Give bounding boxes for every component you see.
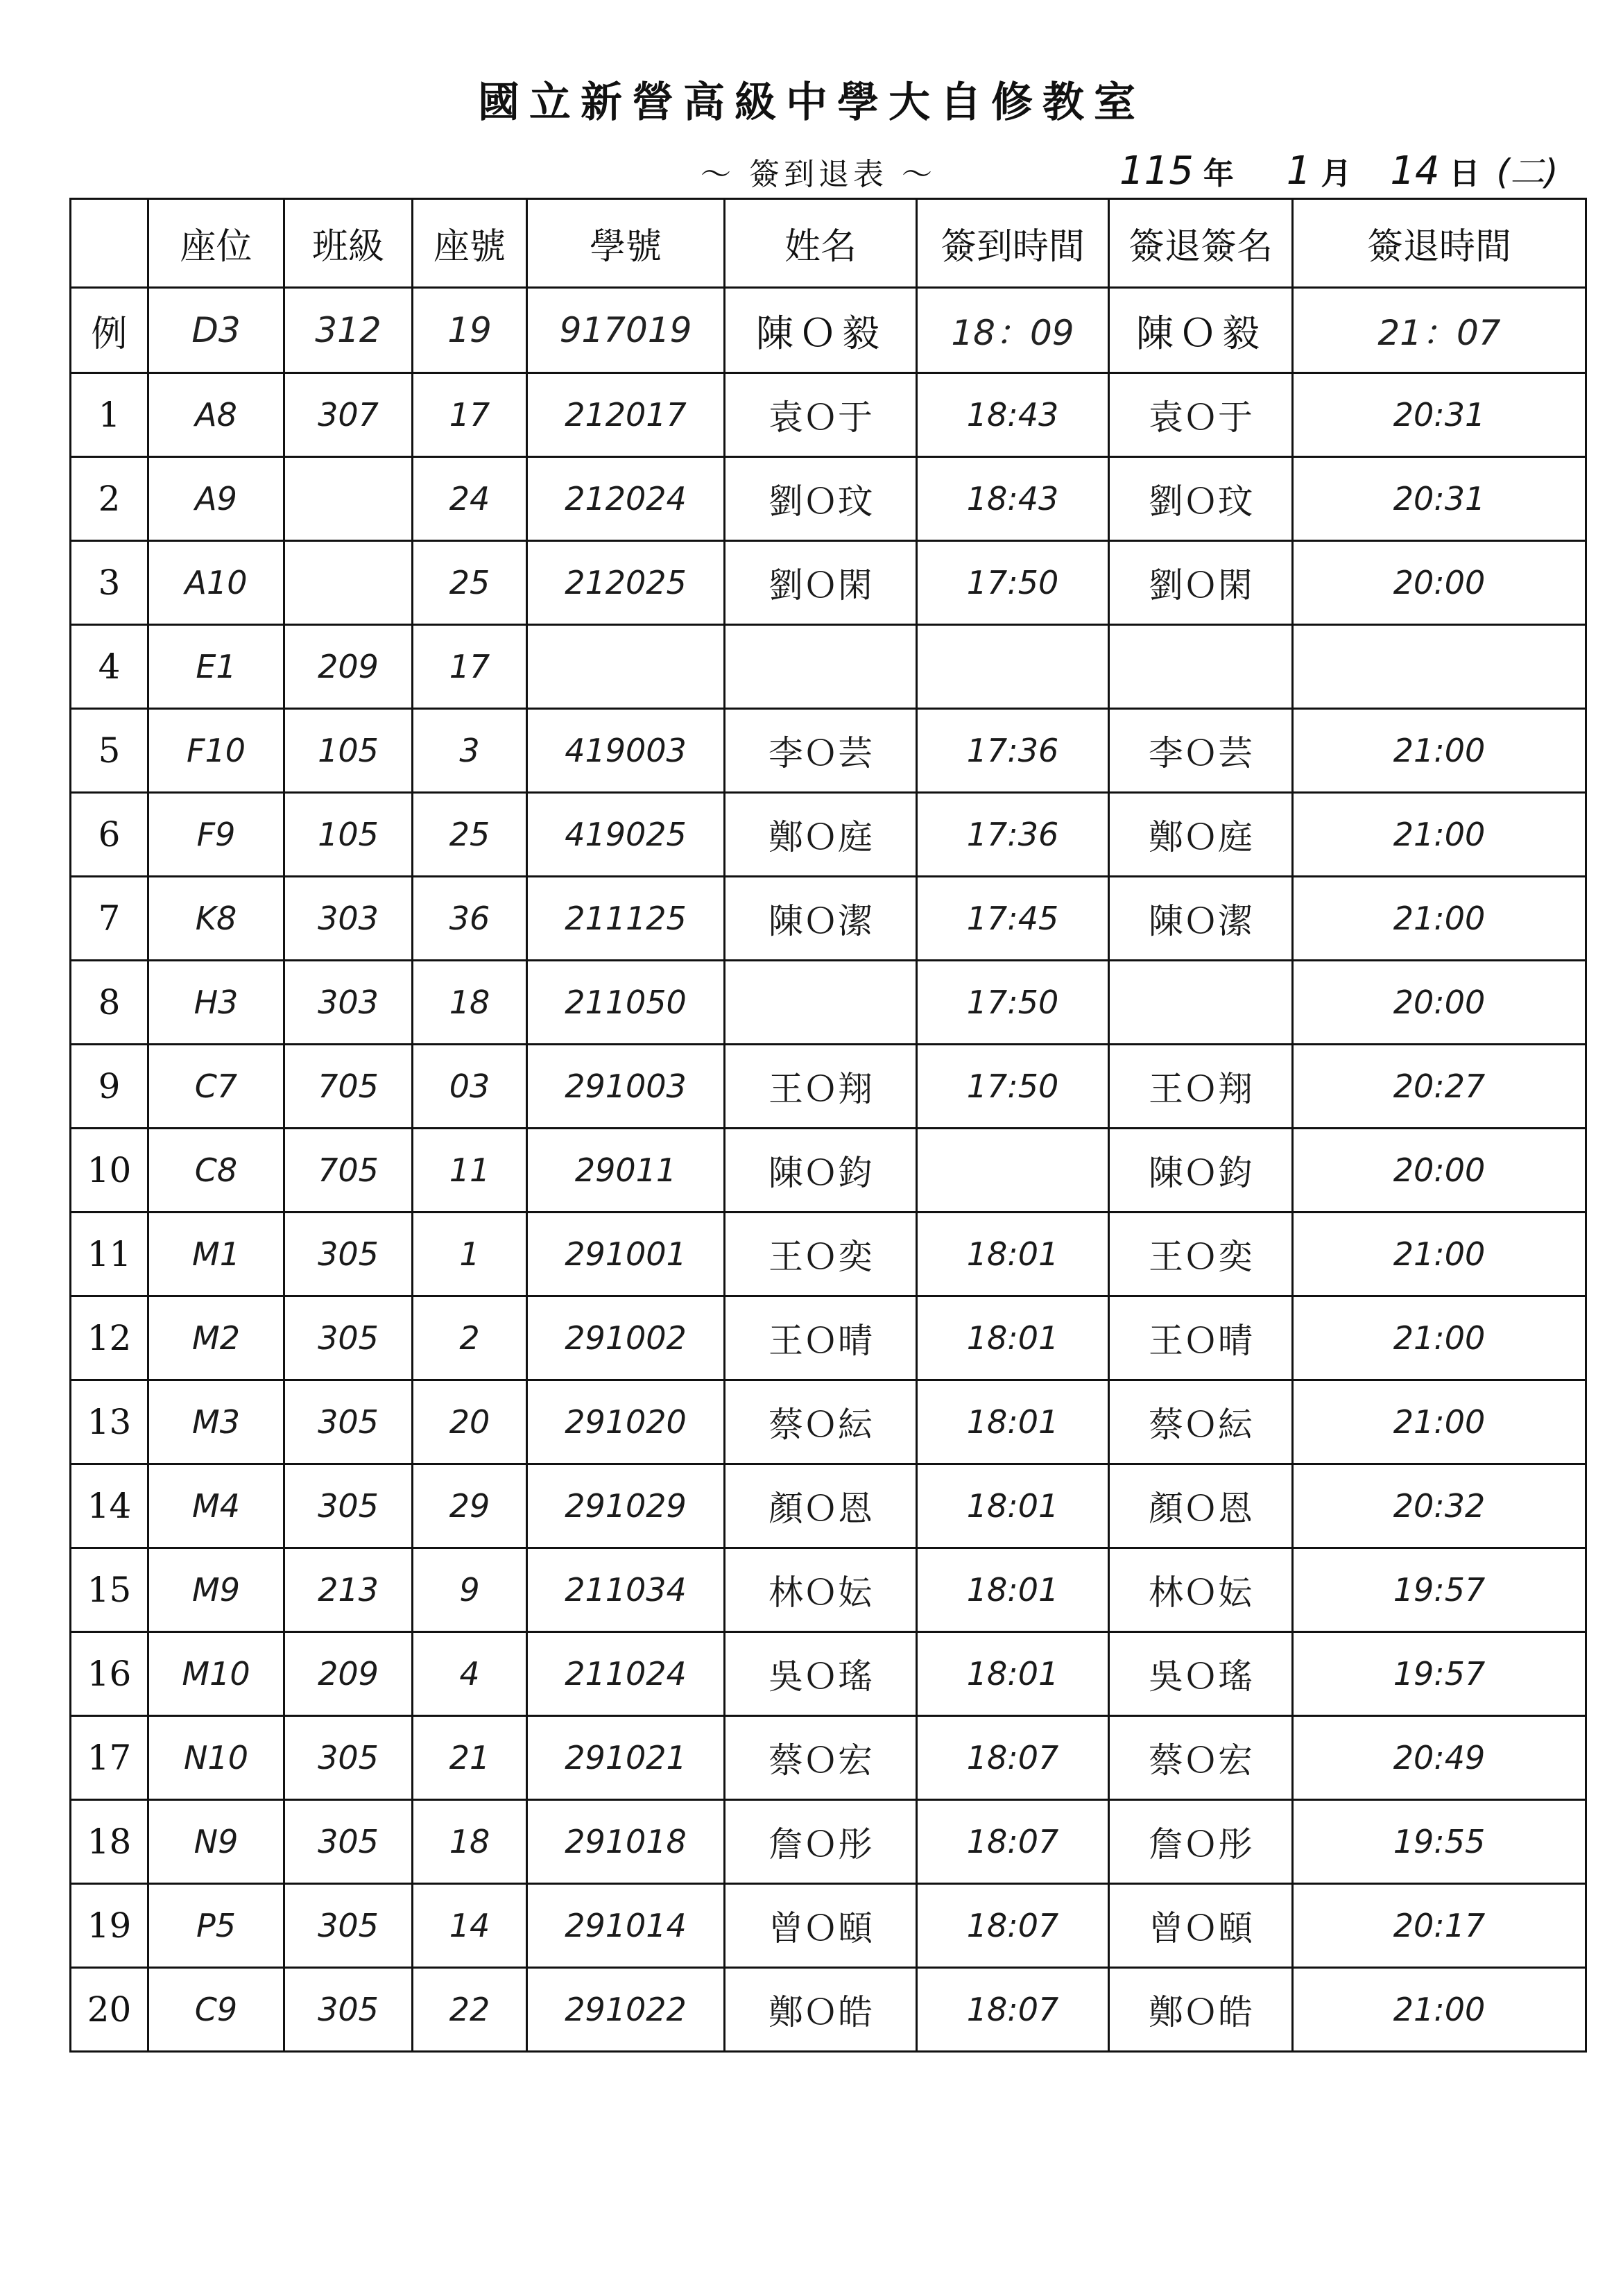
name-signature-cell: 鄭Ｏ庭 <box>725 793 917 877</box>
checkin-time-cell: 18:01 <box>917 1213 1109 1296</box>
checkout-time-cell: 21:00 <box>1293 1213 1586 1296</box>
checkout-time-cell: 19:55 <box>1293 1800 1586 1884</box>
checkout-time-cell: 20:17 <box>1293 1884 1586 1968</box>
class-cell: 305 <box>284 1380 413 1464</box>
table-row <box>71 625 1586 709</box>
name-signature-cell: 蔡Ｏ紜 <box>725 1380 917 1464</box>
seat-no-cell: 14 <box>413 1884 527 1968</box>
form-date <box>1110 144 1558 194</box>
student-id-cell <box>527 625 725 709</box>
seat-cell: M9 <box>148 1548 284 1632</box>
sign-in-table <box>69 198 1587 2053</box>
date-month: 1 <box>1286 148 1312 194</box>
row-number: 3 <box>71 541 148 625</box>
seat-no-cell: 18 <box>413 1800 527 1884</box>
seat-no-cell: 2 <box>413 1296 527 1380</box>
checkout-time-cell: 21:00 <box>1293 1968 1586 2052</box>
seat-cell: M2 <box>148 1296 284 1380</box>
name-signature-cell: 曾Ｏ頤 <box>725 1884 917 1968</box>
header-seat: 座位 <box>148 199 284 288</box>
checkout-signature-cell: 詹Ｏ彤 <box>1109 1800 1293 1884</box>
student-id-cell: 211125 <box>527 877 725 961</box>
student-id-cell: 419003 <box>527 709 725 793</box>
seat-no-cell: 21 <box>413 1716 527 1800</box>
student-id-cell: 291002 <box>527 1296 725 1380</box>
checkin-time-cell: 17:50 <box>917 541 1109 625</box>
table-row <box>71 1884 1586 1968</box>
checkout-time-cell: 21:00 <box>1293 1296 1586 1380</box>
student-id-cell: 211024 <box>527 1632 725 1716</box>
name-signature-cell <box>725 961 917 1045</box>
seat-cell: M1 <box>148 1213 284 1296</box>
table-row <box>71 1464 1586 1548</box>
seat-cell: A8 <box>148 373 284 457</box>
checkout-time-cell: 19:57 <box>1293 1632 1586 1716</box>
checkout-signature-cell: 李Ｏ芸 <box>1109 709 1293 793</box>
checkin-time-cell: 17:36 <box>917 709 1109 793</box>
checkin-time-cell: 17:50 <box>917 961 1109 1045</box>
example-student-id: 917019 <box>527 288 725 373</box>
table-row <box>71 541 1586 625</box>
name-signature-cell: 袁Ｏ于 <box>725 373 917 457</box>
student-id-cell: 419025 <box>527 793 725 877</box>
class-cell: 105 <box>284 793 413 877</box>
class-cell: 305 <box>284 1296 413 1380</box>
table-row <box>71 1632 1586 1716</box>
form-subtitle: ～ 簽到退表 ～ <box>701 157 936 192</box>
name-signature-cell: 王Ｏ翔 <box>725 1045 917 1129</box>
checkout-signature-cell: 鄭Ｏ庭 <box>1109 793 1293 877</box>
checkout-signature-cell: 顏Ｏ恩 <box>1109 1464 1293 1548</box>
seat-cell: C9 <box>148 1968 284 2052</box>
checkout-time-cell: 20:00 <box>1293 961 1586 1045</box>
name-signature-cell: 劉Ｏ玟 <box>725 457 917 541</box>
student-id-cell: 212025 <box>527 541 725 625</box>
form-title: 國立新營高級中學大自修教室 <box>478 78 1145 127</box>
class-cell: 105 <box>284 709 413 793</box>
checkout-time-cell: 21:00 <box>1293 1380 1586 1464</box>
seat-no-cell: 9 <box>413 1548 527 1632</box>
checkout-signature-cell: 陳Ｏ潔 <box>1109 877 1293 961</box>
table-row <box>71 1968 1586 2052</box>
seat-cell: F9 <box>148 793 284 877</box>
checkin-time-cell: 17:36 <box>917 793 1109 877</box>
row-number: 1 <box>71 373 148 457</box>
student-id-cell: 291018 <box>527 1800 725 1884</box>
class-cell: 303 <box>284 877 413 961</box>
checkin-time-cell: 18:01 <box>917 1296 1109 1380</box>
seat-no-cell: 22 <box>413 1968 527 2052</box>
checkout-signature-cell: 鄭Ｏ皓 <box>1109 1968 1293 2052</box>
row-number: 4 <box>71 625 148 709</box>
checkin-time-cell: 18:43 <box>917 373 1109 457</box>
checkout-time-cell: 20:31 <box>1293 457 1586 541</box>
table-row <box>71 793 1586 877</box>
checkout-time-cell: 21:00 <box>1293 709 1586 793</box>
row-number: 5 <box>71 709 148 793</box>
date-weekday: (二) <box>1496 152 1558 192</box>
checkout-time-cell: 20:27 <box>1293 1045 1586 1129</box>
example-name: 陳Ｏ毅 <box>725 288 917 373</box>
checkout-signature-cell: 王Ｏ晴 <box>1109 1296 1293 1380</box>
checkin-time-cell: 18:07 <box>917 1968 1109 2052</box>
checkout-signature-cell: 曾Ｏ頤 <box>1109 1884 1293 1968</box>
row-number: 8 <box>71 961 148 1045</box>
class-cell: 209 <box>284 1632 413 1716</box>
table-row <box>71 1213 1586 1296</box>
student-id-cell: 211034 <box>527 1548 725 1632</box>
name-signature-cell: 蔡Ｏ宏 <box>725 1716 917 1800</box>
checkout-signature-cell: 劉Ｏ閑 <box>1109 541 1293 625</box>
date-day: 14 <box>1390 148 1440 194</box>
seat-no-cell: 17 <box>413 373 527 457</box>
row-number: 2 <box>71 457 148 541</box>
date-year: 115 <box>1119 148 1194 194</box>
checkout-time-cell <box>1293 625 1586 709</box>
student-id-cell: 291003 <box>527 1045 725 1129</box>
row-number: 11 <box>71 1213 148 1296</box>
seat-cell: M4 <box>148 1464 284 1548</box>
seat-cell: E1 <box>148 625 284 709</box>
checkout-time-cell: 21:00 <box>1293 877 1586 961</box>
seat-no-cell: 25 <box>413 541 527 625</box>
seat-cell: M10 <box>148 1632 284 1716</box>
checkin-time-cell: 18:01 <box>917 1380 1109 1464</box>
checkout-signature-cell: 劉Ｏ玟 <box>1109 457 1293 541</box>
class-cell: 305 <box>284 1213 413 1296</box>
table-row <box>71 877 1586 961</box>
checkin-time-cell: 18:01 <box>917 1632 1109 1716</box>
date-month-unit: 月 <box>1321 156 1352 191</box>
example-checkin-time: 18：09 <box>917 288 1109 373</box>
checkin-time-cell: 18:01 <box>917 1548 1109 1632</box>
checkin-time-cell: 17:50 <box>917 1045 1109 1129</box>
checkout-time-cell: 20:00 <box>1293 541 1586 625</box>
seat-cell: N9 <box>148 1800 284 1884</box>
name-signature-cell: 王Ｏ晴 <box>725 1296 917 1380</box>
row-number: 9 <box>71 1045 148 1129</box>
class-cell <box>284 457 413 541</box>
name-signature-cell: 陳Ｏ潔 <box>725 877 917 961</box>
row-number: 17 <box>71 1716 148 1800</box>
checkin-time-cell <box>917 625 1109 709</box>
class-cell: 213 <box>284 1548 413 1632</box>
name-signature-cell: 陳Ｏ鈞 <box>725 1129 917 1213</box>
checkout-time-cell: 20:49 <box>1293 1716 1586 1800</box>
header-class: 班級 <box>284 199 413 288</box>
date-day-unit: 日 <box>1449 156 1480 191</box>
checkin-time-cell: 18:07 <box>917 1716 1109 1800</box>
name-signature-cell: 詹Ｏ彤 <box>725 1800 917 1884</box>
student-id-cell: 291001 <box>527 1213 725 1296</box>
class-cell: 303 <box>284 961 413 1045</box>
example-seat-no: 19 <box>413 288 527 373</box>
checkout-signature-cell: 林Ｏ妘 <box>1109 1548 1293 1632</box>
student-id-cell: 291014 <box>527 1884 725 1968</box>
checkout-signature-cell: 王Ｏ翔 <box>1109 1045 1293 1129</box>
class-cell: 305 <box>284 1800 413 1884</box>
checkout-time-cell: 19:57 <box>1293 1548 1586 1632</box>
class-cell: 305 <box>284 1716 413 1800</box>
class-cell: 305 <box>284 1968 413 2052</box>
table-row <box>71 1045 1586 1129</box>
row-number: 13 <box>71 1380 148 1464</box>
student-id-cell: 291029 <box>527 1464 725 1548</box>
name-signature-cell: 劉Ｏ閑 <box>725 541 917 625</box>
header-index <box>71 199 148 288</box>
row-number: 15 <box>71 1548 148 1632</box>
name-signature-cell: 顏Ｏ恩 <box>725 1464 917 1548</box>
class-cell: 305 <box>284 1464 413 1548</box>
class-cell <box>284 541 413 625</box>
example-row <box>71 288 1586 373</box>
class-cell: 705 <box>284 1129 413 1213</box>
table-row <box>71 1296 1586 1380</box>
table-row <box>71 457 1586 541</box>
seat-no-cell: 24 <box>413 457 527 541</box>
table-row <box>71 1548 1586 1632</box>
class-cell: 307 <box>284 373 413 457</box>
row-number: 6 <box>71 793 148 877</box>
seat-no-cell: 25 <box>413 793 527 877</box>
name-signature-cell: 吳Ｏ瑤 <box>725 1632 917 1716</box>
checkout-signature-cell <box>1109 625 1293 709</box>
checkout-time-cell: 21:00 <box>1293 793 1586 877</box>
seat-cell: A10 <box>148 541 284 625</box>
seat-cell: H3 <box>148 961 284 1045</box>
seat-no-cell: 4 <box>413 1632 527 1716</box>
seat-cell: F10 <box>148 709 284 793</box>
checkout-time-cell: 20:31 <box>1293 373 1586 457</box>
example-label: 例 <box>71 288 148 373</box>
seat-cell: N10 <box>148 1716 284 1800</box>
student-id-cell: 212017 <box>527 373 725 457</box>
row-number: 20 <box>71 1968 148 2052</box>
table-row <box>71 1800 1586 1884</box>
header-checkout-time: 簽退時間 <box>1293 199 1586 288</box>
name-signature-cell: 鄭Ｏ皓 <box>725 1968 917 2052</box>
class-cell: 305 <box>284 1884 413 1968</box>
row-number: 14 <box>71 1464 148 1548</box>
row-number: 10 <box>71 1129 148 1213</box>
name-signature-cell: 王Ｏ奕 <box>725 1213 917 1296</box>
table-row <box>71 709 1586 793</box>
seat-cell: K8 <box>148 877 284 961</box>
example-checkout-signature: 陳Ｏ毅 <box>1109 288 1293 373</box>
example-class: 312 <box>284 288 413 373</box>
seat-no-cell: 20 <box>413 1380 527 1464</box>
student-id-cell: 212024 <box>527 457 725 541</box>
example-checkout-time: 21：07 <box>1293 288 1586 373</box>
class-cell: 705 <box>284 1045 413 1129</box>
seat-no-cell: 18 <box>413 961 527 1045</box>
header-name: 姓名 <box>725 199 917 288</box>
date-year-unit: 年 <box>1203 156 1234 191</box>
checkout-signature-cell: 蔡Ｏ紜 <box>1109 1380 1293 1464</box>
checkout-signature-cell: 袁Ｏ于 <box>1109 373 1293 457</box>
checkout-signature-cell: 王Ｏ奕 <box>1109 1213 1293 1296</box>
checkout-signature-cell: 吳Ｏ瑤 <box>1109 1632 1293 1716</box>
header-seat-no: 座號 <box>413 199 527 288</box>
seat-no-cell: 17 <box>413 625 527 709</box>
student-id-cell: 291020 <box>527 1380 725 1464</box>
seat-cell: P5 <box>148 1884 284 1968</box>
example-seat: D3 <box>148 288 284 373</box>
table-row <box>71 1716 1586 1800</box>
header-checkout-signature: 簽退簽名 <box>1109 199 1293 288</box>
table-row <box>71 1129 1586 1213</box>
student-id-cell: 291022 <box>527 1968 725 2052</box>
checkin-time-cell <box>917 1129 1109 1213</box>
table-row <box>71 1380 1586 1464</box>
header-checkin-time: 簽到時間 <box>917 199 1109 288</box>
seat-no-cell: 36 <box>413 877 527 961</box>
checkin-time-cell: 18:01 <box>917 1464 1109 1548</box>
name-signature-cell: 林Ｏ妘 <box>725 1548 917 1632</box>
header-row <box>71 199 1586 288</box>
checkout-time-cell: 20:32 <box>1293 1464 1586 1548</box>
student-id-cell: 291021 <box>527 1716 725 1800</box>
checkin-time-cell: 18:43 <box>917 457 1109 541</box>
checkin-time-cell: 17:45 <box>917 877 1109 961</box>
seat-no-cell: 03 <box>413 1045 527 1129</box>
checkout-time-cell: 20:00 <box>1293 1129 1586 1213</box>
student-id-cell: 211050 <box>527 961 725 1045</box>
checkout-signature-cell: 蔡Ｏ宏 <box>1109 1716 1293 1800</box>
table-row <box>71 961 1586 1045</box>
seat-cell: C8 <box>148 1129 284 1213</box>
row-number: 19 <box>71 1884 148 1968</box>
row-number: 12 <box>71 1296 148 1380</box>
seat-no-cell: 11 <box>413 1129 527 1213</box>
row-number: 16 <box>71 1632 148 1716</box>
seat-cell: C7 <box>148 1045 284 1129</box>
header-student-id: 學號 <box>527 199 725 288</box>
checkout-signature-cell <box>1109 961 1293 1045</box>
row-number: 7 <box>71 877 148 961</box>
checkout-signature-cell: 陳Ｏ鈞 <box>1109 1129 1293 1213</box>
checkin-time-cell: 18:07 <box>917 1884 1109 1968</box>
class-cell: 209 <box>284 625 413 709</box>
name-signature-cell <box>725 625 917 709</box>
seat-cell: A9 <box>148 457 284 541</box>
table-row <box>71 373 1586 457</box>
student-id-cell: 29011 <box>527 1129 725 1213</box>
seat-no-cell: 29 <box>413 1464 527 1548</box>
row-number: 18 <box>71 1800 148 1884</box>
checkin-time-cell: 18:07 <box>917 1800 1109 1884</box>
seat-cell: M3 <box>148 1380 284 1464</box>
seat-no-cell: 1 <box>413 1213 527 1296</box>
seat-no-cell: 3 <box>413 709 527 793</box>
name-signature-cell: 李Ｏ芸 <box>725 709 917 793</box>
